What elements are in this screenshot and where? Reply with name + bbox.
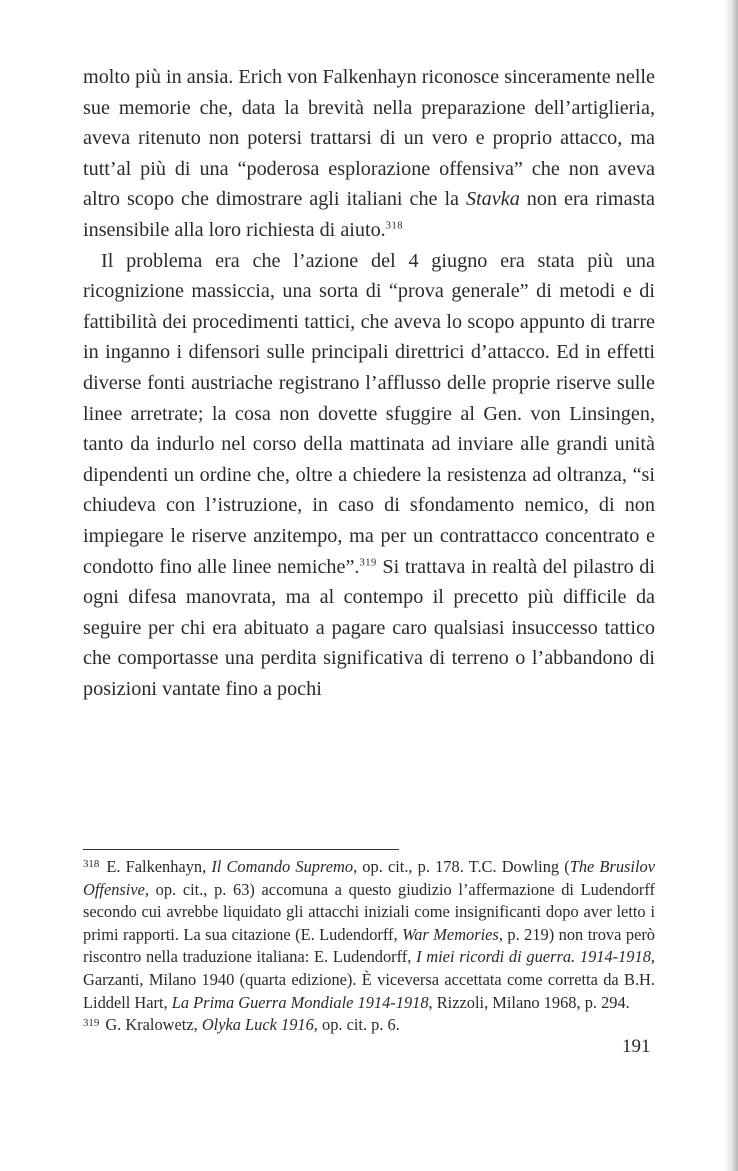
paragraph-2-text-b: Si trattava in realtà del pilastro di ogni difesa manovrata, ma al contempo il precetto più difficile da seguire per chi era abituato a pagare caro qualsiasi insuccesso tattico che comportasse una perdita significativa di terreno o l’abbandono di posizioni vantate fino a pochi bbox=[83, 555, 655, 700]
paragraph-2-text-a: Il problema era che l’azione del 4 giugno era stata più una ricognizione massiccia, una sorta di “prova generale” di metodi e di fattibilità dei procedimenti tattici, che aveva lo scopo appunto di trarre in inganno i difensori sulle principali direttrici d’attacco. Ed in effetti diverse fonti austriache registrano l’afflusso delle proprie riserve sulle linee arretrate; la cosa non dovette sfuggire al Gen. von Linsingen, tanto da indurlo nel corso della mattinata ad inviare alle grandi unità dipendenti un ordine che, oltre a chiedere la resistenza ad oltranza, “si chiudeva con l’istruzione, in caso di sfondamento nemico, di non impiegare le riserve anzitempo, ma per un contrattacco concentrato e condotto fino alle linee nemiche”. bbox=[83, 249, 655, 578]
footnote-title: Olyka Luck 1916 bbox=[201, 1015, 314, 1035]
footnote-text: , p. 219) non trova però riscontro nella traduzione italiana: E. Ludendorff, bbox=[83, 924, 655, 967]
page-number: 191 bbox=[622, 1036, 651, 1057]
footnote-title: La Prima Guerra Mondiale 1914-1918 bbox=[171, 992, 429, 1012]
footnote-text: , op. cit., p. 178. T.C. Dowling ( bbox=[353, 857, 570, 876]
footnote-title: The Brusilov Offensive bbox=[83, 857, 655, 899]
footnote-title: War Memories bbox=[402, 924, 499, 944]
footnote-title: I miei ricordi di guerra. 1914-1918 bbox=[416, 947, 651, 967]
footnote-ref-319[interactable]: 319 bbox=[359, 556, 377, 568]
paragraph-1-text-a: molto più in ansia. Erich von Falkenhayn riconosce sinceramente nelle sue memorie che, data la brevità nella preparazione dell’artiglieria, aveva ritenuto non potersi trattarsi di un vero e proprio attacco, ma tutt’al più di una “poderosa esplorazione offensiva” che non aveva altro scopo che dimostrare agli italiani che la bbox=[83, 66, 655, 211]
footnote-text: , op. cit. p. 6. bbox=[313, 1015, 400, 1035]
footnote-text: G. Kralowetz, bbox=[101, 1015, 202, 1035]
italic-term-stavka: Stavka bbox=[465, 188, 520, 211]
footnote-text: , Rizzoli, Milano 1968, p. 294. bbox=[428, 992, 630, 1012]
footnote-ref-318[interactable]: 318 bbox=[385, 220, 403, 232]
footnote-318 bbox=[83, 856, 655, 1014]
footnote-separator bbox=[83, 849, 399, 850]
paragraph-1 bbox=[83, 62, 655, 246]
footnote-title: Il Comando Supremo bbox=[211, 857, 354, 876]
footnote-text: , op. cit., p. 63) accomuna a questo giudizio l’affermazione di Ludendorff secondo cui avrebbe liquidato gli attacchi iniziali come insignificanti dopo aver letto i primi rapporti. La sua citazione (E. Ludendorff, bbox=[83, 879, 655, 944]
paragraph-2 bbox=[83, 246, 655, 705]
footnotes bbox=[83, 856, 655, 1037]
footnote-number: 318 bbox=[83, 858, 100, 871]
footnote-number: 319 bbox=[83, 1016, 100, 1029]
main-text bbox=[83, 62, 655, 704]
footnote-319 bbox=[83, 1014, 655, 1037]
page-edge-shadow bbox=[724, 0, 738, 1171]
footnote-text: E. Falkenhayn, bbox=[101, 857, 212, 876]
footnote-text: , Garzanti, Milano 1940 (quarta edizione). È viceversa accettata come corretta da B.H. Liddell Hart, bbox=[83, 947, 656, 1012]
paragraph-1-text-b: non era rimasta insensibile alla loro richiesta di aiuto. bbox=[83, 188, 655, 241]
